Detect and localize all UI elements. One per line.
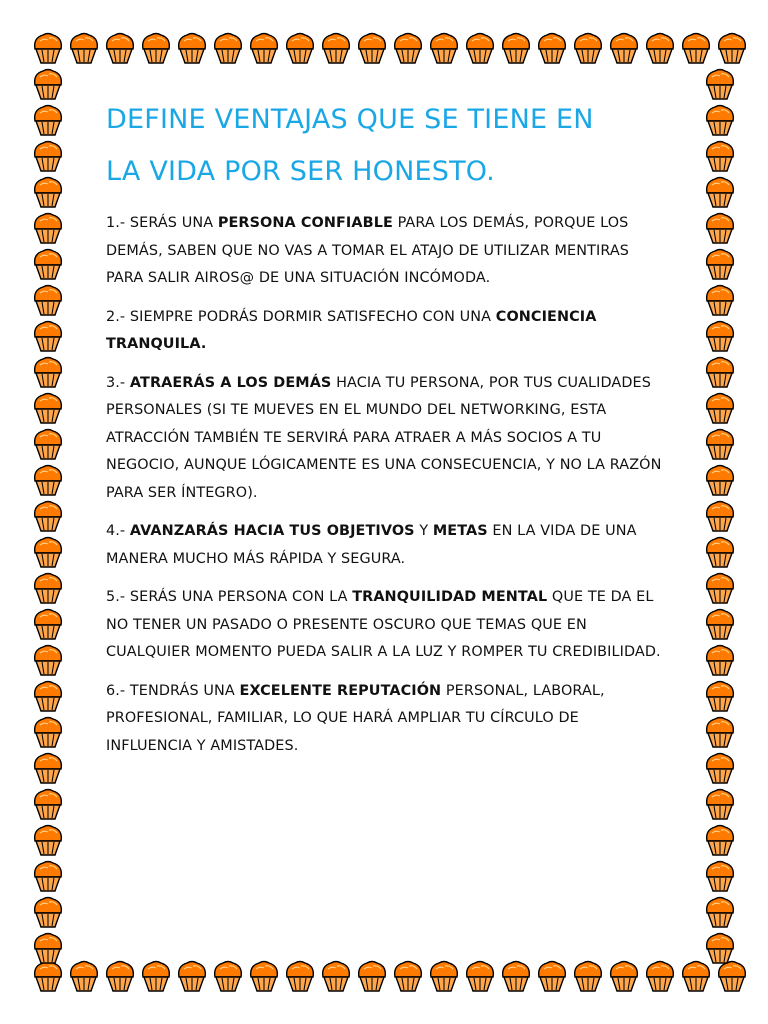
muffin-icon	[246, 30, 282, 66]
item-text: QUE TE DA EL NO TENER UN PASADO O PRESENTE OSCURO QUE TEMAS QUE EN CUALQUIER MOMENTO PUEDA SALIR A LA LUZ Y ROMPER TU CREDIBILIDAD.	[106, 589, 661, 660]
muffin-icon	[354, 958, 390, 994]
muffin-icon	[210, 958, 246, 994]
muffin-icon	[702, 66, 738, 102]
muffin-icon	[702, 930, 738, 966]
muffin-icon	[30, 66, 66, 102]
item-text: 2.- SIEMPRE PODRÁS DORMIR SATISFECHO CON UNA	[106, 308, 496, 325]
muffin-icon	[282, 30, 318, 66]
muffin-icon	[702, 714, 738, 750]
muffin-icon	[702, 606, 738, 642]
muffin-icon	[702, 858, 738, 894]
muffin-icon	[138, 30, 174, 66]
item-text: 5.- SERÁS UNA PERSONA CON LA	[106, 589, 353, 605]
muffin-icon	[30, 858, 66, 894]
muffin-icon	[702, 102, 738, 138]
muffin-icon	[702, 750, 738, 786]
muffin-icon	[390, 958, 426, 994]
muffin-icon	[30, 210, 66, 246]
item-text: 6.- TENDRÁS UNA	[106, 682, 240, 699]
muffin-icon	[30, 822, 66, 858]
muffin-icon	[702, 498, 738, 534]
muffin-icon	[498, 30, 534, 66]
muffin-icon	[606, 958, 642, 994]
muffin-icon	[606, 30, 642, 66]
muffin-icon	[426, 30, 462, 66]
muffin-icon	[702, 822, 738, 858]
muffin-icon	[318, 30, 354, 66]
item-text: HACIA TU PERSONA, POR TUS CUALIDADES PERSONALES (SI TE MUEVES EN EL MUNDO DEL NETWORKING, ESTA ATRACCIÓN TAMBIÉN TE SERVIRÁ PARA ATRAER A MÁS SOCIOS A TU NEGOCIO, AUNQUE LÓGICAMENTE ES UNA CONSECUENCIA, Y NO LA RAZÓN PARA SER ÍNTEGRO).	[106, 374, 662, 501]
muffin-icon	[30, 462, 66, 498]
item-text: PARA LOS DEMÁS, PORQUE LOS DEMÁS, SABEN QUE NO VAS A TOMAR EL ATAJO DE UTILIZAR MENTIRAS PARA SALIR AIROS@ DE UNA SITUACIÓN INCÓMODA.	[106, 215, 630, 286]
muffin-icon	[702, 174, 738, 210]
muffin-icon	[702, 210, 738, 246]
advantage-item-5	[106, 584, 662, 667]
muffin-icon	[282, 958, 318, 994]
muffin-icon	[246, 958, 282, 994]
muffin-border-bottom	[30, 958, 750, 994]
muffin-icon	[702, 786, 738, 822]
title-line-2: LA VIDA POR SER HONESTO.	[106, 156, 495, 187]
highlight-text: PERSONA CONFIABLE	[217, 215, 393, 231]
muffin-icon	[30, 30, 66, 66]
muffin-icon	[570, 30, 606, 66]
muffin-icon	[702, 138, 738, 174]
item-text: 1.- SERÁS UNA	[106, 215, 218, 231]
muffin-border-right	[702, 66, 738, 966]
muffin-icon	[678, 30, 714, 66]
advantage-item-6	[106, 678, 662, 761]
muffin-icon	[210, 30, 246, 66]
muffin-icon	[534, 30, 570, 66]
muffin-icon	[570, 958, 606, 994]
muffin-icon	[30, 426, 66, 462]
muffin-icon	[30, 750, 66, 786]
muffin-icon	[30, 102, 66, 138]
muffin-icon	[30, 678, 66, 714]
item-text: Y	[414, 523, 433, 539]
title-line-1: DEFINE VENTAJAS QUE SE TIENE EN	[106, 104, 594, 135]
advantage-item-4	[106, 518, 662, 573]
muffin-icon	[30, 570, 66, 606]
muffin-icon	[30, 606, 66, 642]
item-text: 4.-	[106, 523, 130, 539]
muffin-icon	[66, 958, 102, 994]
muffin-icon	[702, 426, 738, 462]
muffin-icon	[30, 354, 66, 390]
muffin-icon	[30, 930, 66, 966]
muffin-icon	[702, 678, 738, 714]
item-text: 3.-	[106, 374, 130, 391]
muffin-icon	[174, 30, 210, 66]
muffin-icon	[318, 958, 354, 994]
muffin-icon	[534, 958, 570, 994]
muffin-icon	[462, 958, 498, 994]
muffin-icon	[30, 282, 66, 318]
highlight-text: AVANZARÁS HACIA TUS OBJETIVOS	[129, 523, 415, 539]
muffin-icon	[462, 30, 498, 66]
muffin-icon	[174, 958, 210, 994]
muffin-icon	[30, 318, 66, 354]
item-text: EN LA VIDA DE UNA MANERA MUCHO MÁS RÁPIDA Y SEGURA.	[106, 523, 637, 567]
muffin-border-left	[30, 66, 66, 966]
muffin-icon	[30, 174, 66, 210]
muffin-icon	[30, 642, 66, 678]
muffin-icon	[702, 570, 738, 606]
highlight-text: EXCELENTE REPUTACIÓN	[239, 682, 442, 699]
muffin-icon	[30, 390, 66, 426]
muffin-icon	[702, 282, 738, 318]
muffin-icon	[702, 462, 738, 498]
item-text: PERSONAL, LABORAL, PROFESIONAL, FAMILIAR, LO QUE HARÁ AMPLIAR TU CÍRCULO DE INFLUENCIA Y AMISTADES.	[106, 682, 605, 754]
highlight-text: TRANQUILIDAD MENTAL	[352, 589, 548, 605]
muffin-icon	[426, 958, 462, 994]
muffin-icon	[702, 390, 738, 426]
advantage-item-1	[106, 210, 662, 293]
advantage-item-3	[106, 370, 662, 508]
muffin-icon	[498, 958, 534, 994]
muffin-icon	[30, 246, 66, 282]
highlight-text: METAS	[432, 523, 488, 539]
muffin-icon	[714, 30, 750, 66]
muffin-icon	[702, 318, 738, 354]
advantage-item-2	[106, 304, 662, 359]
muffin-icon	[102, 30, 138, 66]
muffin-icon	[30, 498, 66, 534]
document-body	[106, 94, 662, 771]
muffin-icon	[390, 30, 426, 66]
highlight-text: CONCIENCIA TRANQUILA.	[106, 308, 597, 352]
muffin-icon	[30, 894, 66, 930]
muffin-icon	[30, 714, 66, 750]
muffin-icon	[702, 354, 738, 390]
muffin-icon	[30, 138, 66, 174]
muffin-icon	[30, 786, 66, 822]
muffin-icon	[138, 958, 174, 994]
muffin-icon	[30, 534, 66, 570]
muffin-icon	[102, 958, 138, 994]
muffin-icon	[702, 246, 738, 282]
muffin-icon	[642, 30, 678, 66]
muffin-icon	[702, 642, 738, 678]
muffin-icon	[642, 958, 678, 994]
highlight-text: ATRAERÁS A LOS DEMÁS	[129, 374, 332, 391]
muffin-icon	[702, 534, 738, 570]
muffin-border-top	[30, 30, 750, 66]
muffin-icon	[354, 30, 390, 66]
muffin-icon	[702, 894, 738, 930]
muffin-icon	[66, 30, 102, 66]
document-title	[106, 94, 662, 198]
